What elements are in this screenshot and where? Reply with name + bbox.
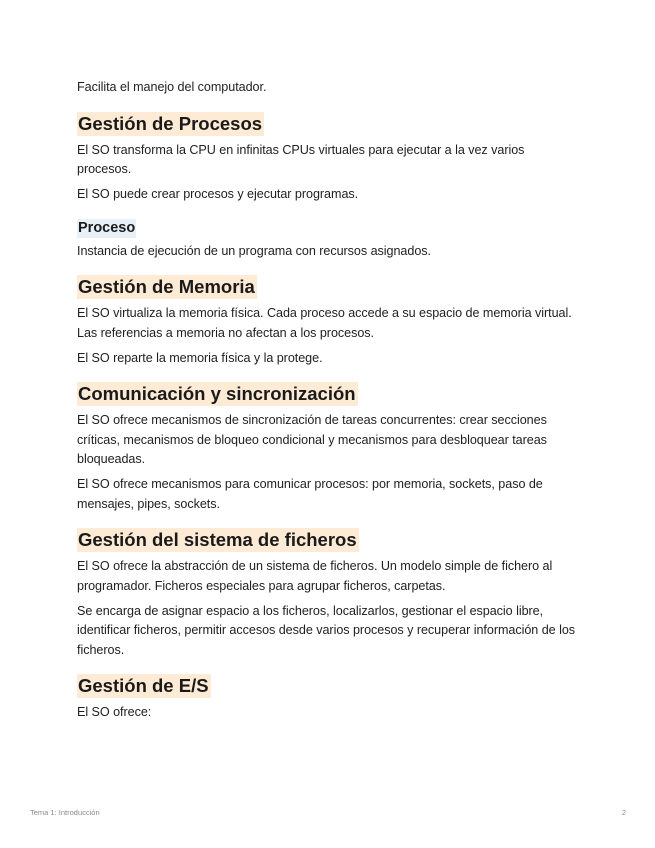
comunicacion-paragraph-2: El SO ofrece mecanismos para comunicar procesos: por memoria, sockets, paso de mensajes, pipes, sockets. <box>77 477 543 511</box>
ficheros-paragraph-1: El SO ofrece la abstracción de un sistema de ficheros. Un modelo simple de fichero al programador. Ficheros especiales para agrupar ficheros, carpetas. <box>77 559 553 593</box>
procesos-paragraph-2: El SO puede crear procesos y ejecutar programas. <box>77 187 359 201</box>
footer-page-number: 2 <box>621 808 626 817</box>
document-body <box>77 78 577 728</box>
section-heading-procesos: Gestión de Procesos <box>78 112 263 134</box>
section-heading-wrap <box>77 382 577 406</box>
section-heading-wrap <box>77 528 577 552</box>
proceso-paragraph: Instancia de ejecución de un programa con recursos asignados. <box>77 243 431 258</box>
subsection-heading-wrap <box>77 219 577 238</box>
subsection-heading-proceso: Proceso <box>78 219 136 236</box>
memoria-paragraph-1: El SO virtualiza la memoria física. Cada proceso accede a su espacio de memoria virtual. Las referencias a memoria no afectan a los procesos. <box>77 306 572 340</box>
footer-chapter-title: Tema 1: Introducción <box>30 808 100 817</box>
es-paragraph-1: El SO ofrece: <box>77 705 152 719</box>
section-heading-wrap <box>77 674 577 698</box>
section-heading-wrap <box>77 112 577 136</box>
comunicacion-paragraph-1: El SO ofrece mecanismos de sincronización de tareas concurrentes: crear secciones críticas, mecanismos de bloqueo condicional y mecanismos para desbloquear tareas bloqueadas. <box>77 413 547 466</box>
section-heading-memoria: Gestión de Memoria <box>78 276 255 297</box>
section-heading-comunicacion: Comunicación y sincronización <box>78 383 356 404</box>
section-heading-wrap <box>77 275 577 299</box>
section-heading-es: Gestión de E/S <box>78 675 209 696</box>
procesos-paragraph-1: El SO transforma la CPU en infinitas CPUs virtuales para ejecutar a la vez varios procesos. <box>77 142 525 176</box>
section-heading-ficheros: Gestión del sistema de ficheros <box>78 529 357 550</box>
intro-paragraph: Facilita el manejo del computador. <box>77 80 267 94</box>
ficheros-paragraph-2: Se encarga de asignar espacio a los ficheros, localizarlos, gestionar el espacio libre, identificar ficheros, permitir accesos desde varios procesos y recuperar información de los ficheros. <box>77 603 576 657</box>
memoria-paragraph-2: El SO reparte la memoria física y la protege. <box>77 350 323 365</box>
